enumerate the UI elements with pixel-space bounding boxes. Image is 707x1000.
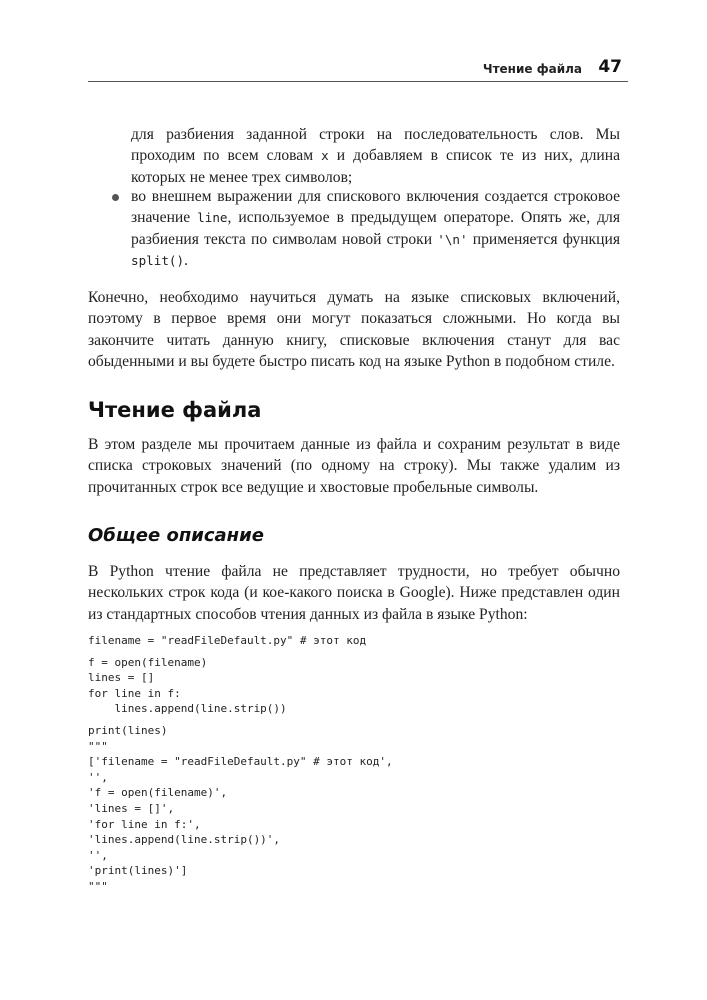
code-line: ['filename = "readFileDefault.py" # этот код', bbox=[88, 755, 393, 769]
inline-code: x bbox=[321, 148, 329, 164]
running-title: Чтение файла bbox=[482, 62, 582, 76]
page-header bbox=[88, 52, 628, 82]
code-listing bbox=[88, 633, 620, 895]
section-heading: Чтение файла bbox=[88, 398, 262, 422]
code-line: lines.append(line.strip()) bbox=[88, 702, 287, 716]
code-line: 'lines = []', bbox=[88, 801, 175, 815]
code-line: 'for line in f:', bbox=[88, 817, 201, 831]
page-number: 47 bbox=[598, 57, 622, 77]
inline-code: split() bbox=[131, 253, 185, 269]
continuation-paragraph: для разбиения заданной строки на последовательность слов. Мы проходим по всем словам x и добавляем в список те из них, длина которых не менее трех символов; bbox=[131, 126, 620, 186]
subsection-heading: Общее описание bbox=[88, 525, 264, 546]
code-line: 'print(lines)'] bbox=[88, 864, 188, 878]
code-line: '', bbox=[88, 770, 108, 784]
code-line: 'lines.append(line.strip())', bbox=[88, 833, 281, 847]
code-line: f = open(filename) bbox=[88, 655, 208, 669]
bullet-text: во внешнем выражении для спискового включения создается строковое значение line, используемое в предыдущем операторе. Опять же, для разбиения текста по символам новой строки '\n' применяется функция split(). bbox=[131, 188, 620, 270]
code-line: filename = "readFileDefault.py" # этот код bbox=[88, 634, 367, 647]
code-line: """ bbox=[88, 879, 108, 893]
body-paragraph: Конечно, необходимо научиться думать на языке списковых включений, поэтому в первое время они могут показаться сложными. Но когда вы закончите читать данную книгу, списковые включения станут для вас обыденными и вы будете быстро писать код на языке Python в подобном стиле. bbox=[88, 289, 620, 371]
code-line: '', bbox=[88, 848, 108, 862]
code-line: 'f = open(filename)', bbox=[88, 786, 228, 800]
code-line: print(lines) bbox=[88, 723, 168, 737]
inline-code: line bbox=[197, 210, 228, 226]
code-line: lines = [] bbox=[88, 671, 155, 685]
bullet-icon bbox=[112, 194, 119, 201]
section-paragraph: В этом разделе мы прочитаем данные из файла и сохраним результат в виде списка строковых значений (по одному на строку). Мы также удалим из прочитанных строк все ведущие и хвостовые пробельные символы. bbox=[88, 436, 620, 496]
subsection-paragraph: В Python чтение файла не представляет трудности, но требует обычно нескольких строк кода (и кое-какого поиска в Google). Ниже представлен один из стандартных способов чтения данных из файла в языке Python: bbox=[88, 563, 620, 623]
code-line: for line in f: bbox=[88, 686, 181, 700]
code-line: """ bbox=[88, 739, 108, 753]
inline-code: '\n' bbox=[437, 231, 468, 247]
header-rule bbox=[88, 81, 628, 82]
